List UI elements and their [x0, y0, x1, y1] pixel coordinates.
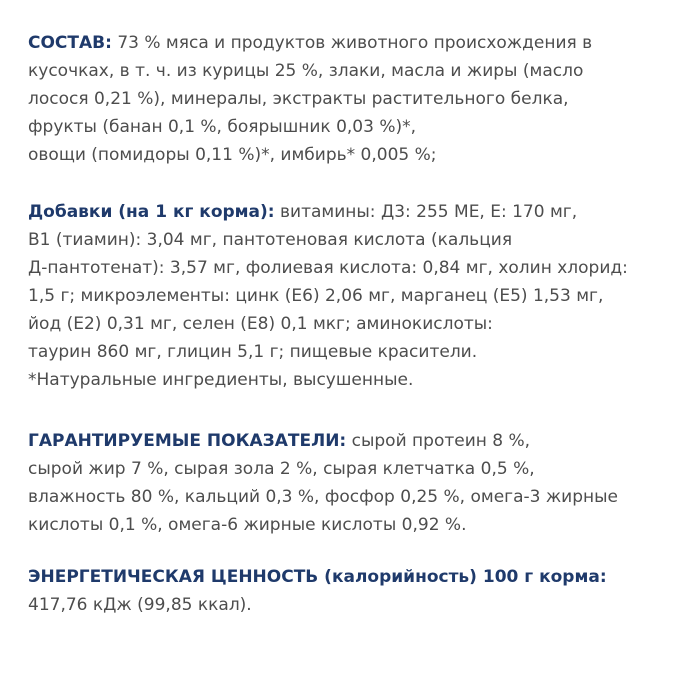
composition-section [28, 29, 678, 169]
guaranteed-line-3: влажность 80 %, кальций 0,3 %, фосфор 0,25 %, омега-3 жирные [28, 487, 619, 507]
energy-value-section [28, 563, 678, 619]
additives-heading: Добавки (на 1 кг корма): [28, 202, 275, 222]
additives-line-1 [28, 198, 678, 226]
additives-line-4: 1,5 г; микроэлементы: цинк (Е6) 2,06 мг, марганец (Е5) 1,53 мг, [28, 286, 604, 306]
additives-line-3: Д-пантотенат): 3,57 мг, фолиевая кислота: 0,84 мг, холин хлорид: [28, 258, 628, 278]
energy-value: 417,76 кДж (99,85 ккал). [28, 595, 252, 615]
composition-line-4: фрукты (банан 0,1 %, боярышник 0,03 %)*, [28, 117, 417, 137]
additives-line-2: В1 (тиамин): 3,04 мг, пантотеновая кислота (кальция [28, 230, 513, 250]
additives-section [28, 198, 678, 394]
natural-ingredients-footnote: *Натуральные ингредиенты, высушенные. [28, 370, 414, 390]
composition-text: 73 % мяса и продуктов животного происхождения в [111, 33, 593, 53]
composition-line-2: кусочках, в т. ч. из курицы 25 %, злаки, масла и жиры (масло [28, 61, 584, 81]
composition-line-3: лосося 0,21 %), минералы, экстракты растительного белка, [28, 89, 569, 109]
additives-text: витамины: Д3: 255 МЕ, Е: 170 мг, [274, 202, 578, 222]
guaranteed-line-1 [28, 427, 678, 455]
energy-heading: ЭНЕРГЕТИЧЕСКАЯ ЦЕННОСТЬ (калорийность) 100 г корма: [28, 567, 607, 587]
composition-line-5: овощи (помидоры 0,11 %)*, имбирь* 0,005 %; [28, 145, 437, 165]
guaranteed-line-4: кислоты 0,1 %, омега-6 жирные кислоты 0,92 %. [28, 515, 467, 535]
guaranteed-analysis-section [28, 427, 678, 539]
guaranteed-line-2: сырой жир 7 %, сырая зола 2 %, сырая клетчатка 0,5 %, [28, 459, 535, 479]
composition-line-1 [28, 29, 678, 57]
composition-heading: СОСТАВ: [28, 33, 112, 53]
guaranteed-text: сырой протеин 8 %, [346, 431, 531, 451]
additives-line-5: йод (Е2) 0,31 мг, селен (Е8) 0,1 мкг; аминокислоты: [28, 314, 493, 334]
additives-line-6: таурин 860 мг, глицин 5,1 г; пищевые красители. [28, 342, 478, 362]
guaranteed-heading: ГАРАНТИРУЕМЫЕ ПОКАЗАТЕЛИ: [28, 431, 347, 451]
